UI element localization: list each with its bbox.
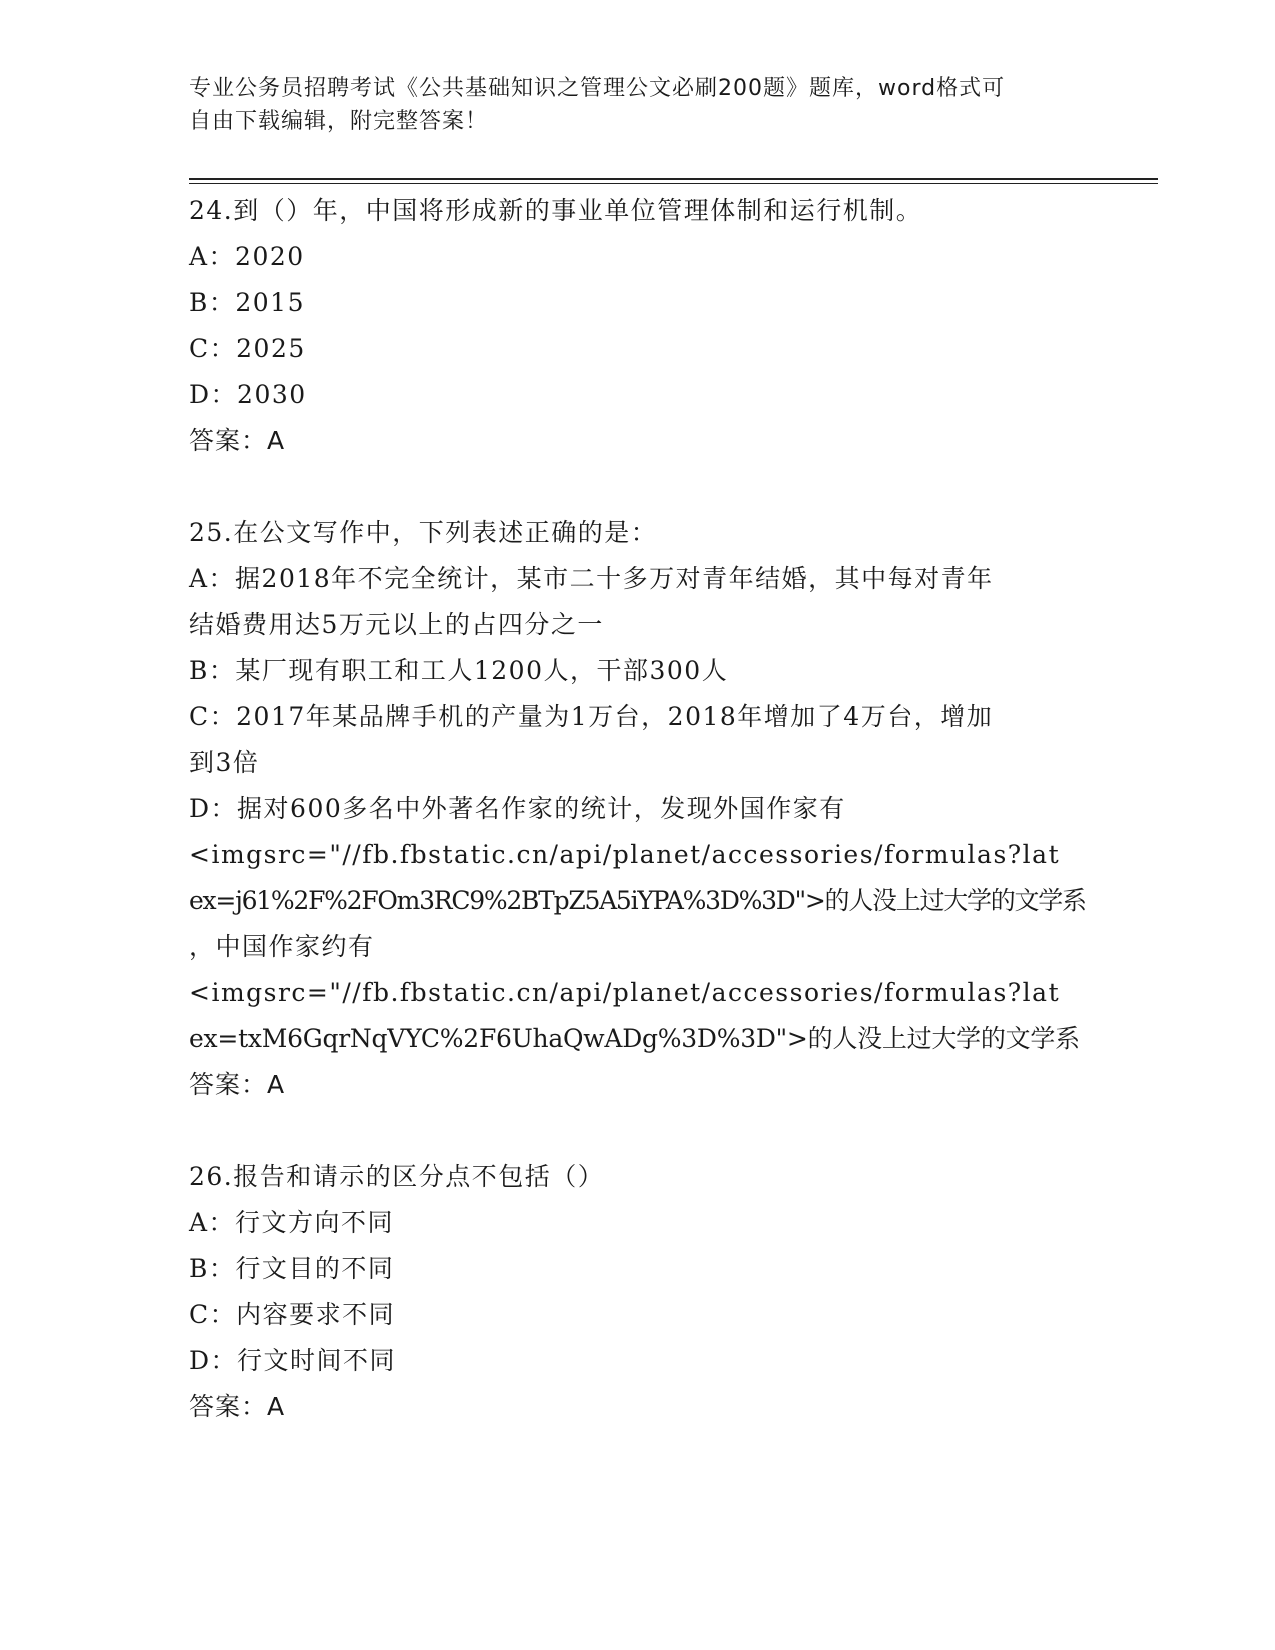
question-stem: 24.到（）年，中国将形成新的事业单位管理体制和运行机制。 bbox=[189, 196, 923, 225]
option-d-line-5: <imgsrc="//fb.fbstatic.cn/api/planet/accessories/formulas?lat bbox=[189, 978, 1061, 1007]
answer-line: 答案：A bbox=[189, 426, 286, 455]
option-d-line-1: D：据对600多名中外著名作家的统计，发现外国作家有 bbox=[189, 794, 846, 823]
option-d-line-6: ex=txM6GqrNqVYC%2F6UhaQwADg%3D%3D">的人没上过大学的文学系 bbox=[189, 1024, 1080, 1053]
option-d: D：2030 bbox=[189, 380, 307, 409]
option-c: C：内容要求不同 bbox=[189, 1300, 396, 1329]
option-d-line-4: ，中国作家约有 bbox=[189, 932, 375, 961]
spacer bbox=[189, 464, 1089, 510]
question-26 bbox=[189, 1154, 1089, 1430]
question-24 bbox=[189, 188, 1089, 464]
header-divider-thick bbox=[189, 178, 1158, 180]
option-c-line-2: 到3倍 bbox=[189, 748, 260, 777]
question-stem: 26.报告和请示的区分点不包括（） bbox=[189, 1162, 605, 1191]
question-stem: 25.在公文写作中，下列表述正确的是： bbox=[189, 518, 658, 547]
option-c: C：2025 bbox=[189, 334, 306, 363]
option-a: A：2020 bbox=[189, 242, 305, 271]
document-header bbox=[189, 72, 1089, 138]
option-a: A：行文方向不同 bbox=[189, 1208, 395, 1237]
option-b: B：某厂现有职工和工人1200人，干部300人 bbox=[189, 656, 729, 685]
option-d-line-3: ex=j61%2F%2FOm3RC9%2BTpZ5A5iYPA%3D%3D">的人没上过大学的文学系 bbox=[189, 886, 1086, 915]
header-divider-thin bbox=[189, 183, 1158, 184]
question-25 bbox=[189, 510, 1089, 1108]
option-b: B：行文目的不同 bbox=[189, 1254, 395, 1283]
option-a-line-2: 结婚费用达5万元以上的占四分之一 bbox=[189, 610, 604, 639]
answer-line: 答案：A bbox=[189, 1392, 286, 1421]
option-a-line-1: A：据2018年不完全统计，某市二十多万对青年结婚，其中每对青年 bbox=[189, 564, 994, 593]
header-line-1: 专业公务员招聘考试《公共基础知识之管理公文必刷200题》题库，word格式可 bbox=[189, 76, 1006, 101]
option-b: B：2015 bbox=[189, 288, 305, 317]
answer-line: 答案：A bbox=[189, 1070, 286, 1099]
option-c-line-1: C：2017年某品牌手机的产量为1万台，2018年增加了4万台，增加 bbox=[189, 702, 994, 731]
header-line-2: 自由下载编辑，附完整答案！ bbox=[189, 109, 489, 134]
spacer bbox=[189, 1108, 1089, 1154]
option-d: D：行文时间不同 bbox=[189, 1346, 397, 1375]
question-list bbox=[189, 188, 1089, 1430]
option-d-line-2: <imgsrc="//fb.fbstatic.cn/api/planet/accessories/formulas?lat bbox=[189, 840, 1061, 869]
